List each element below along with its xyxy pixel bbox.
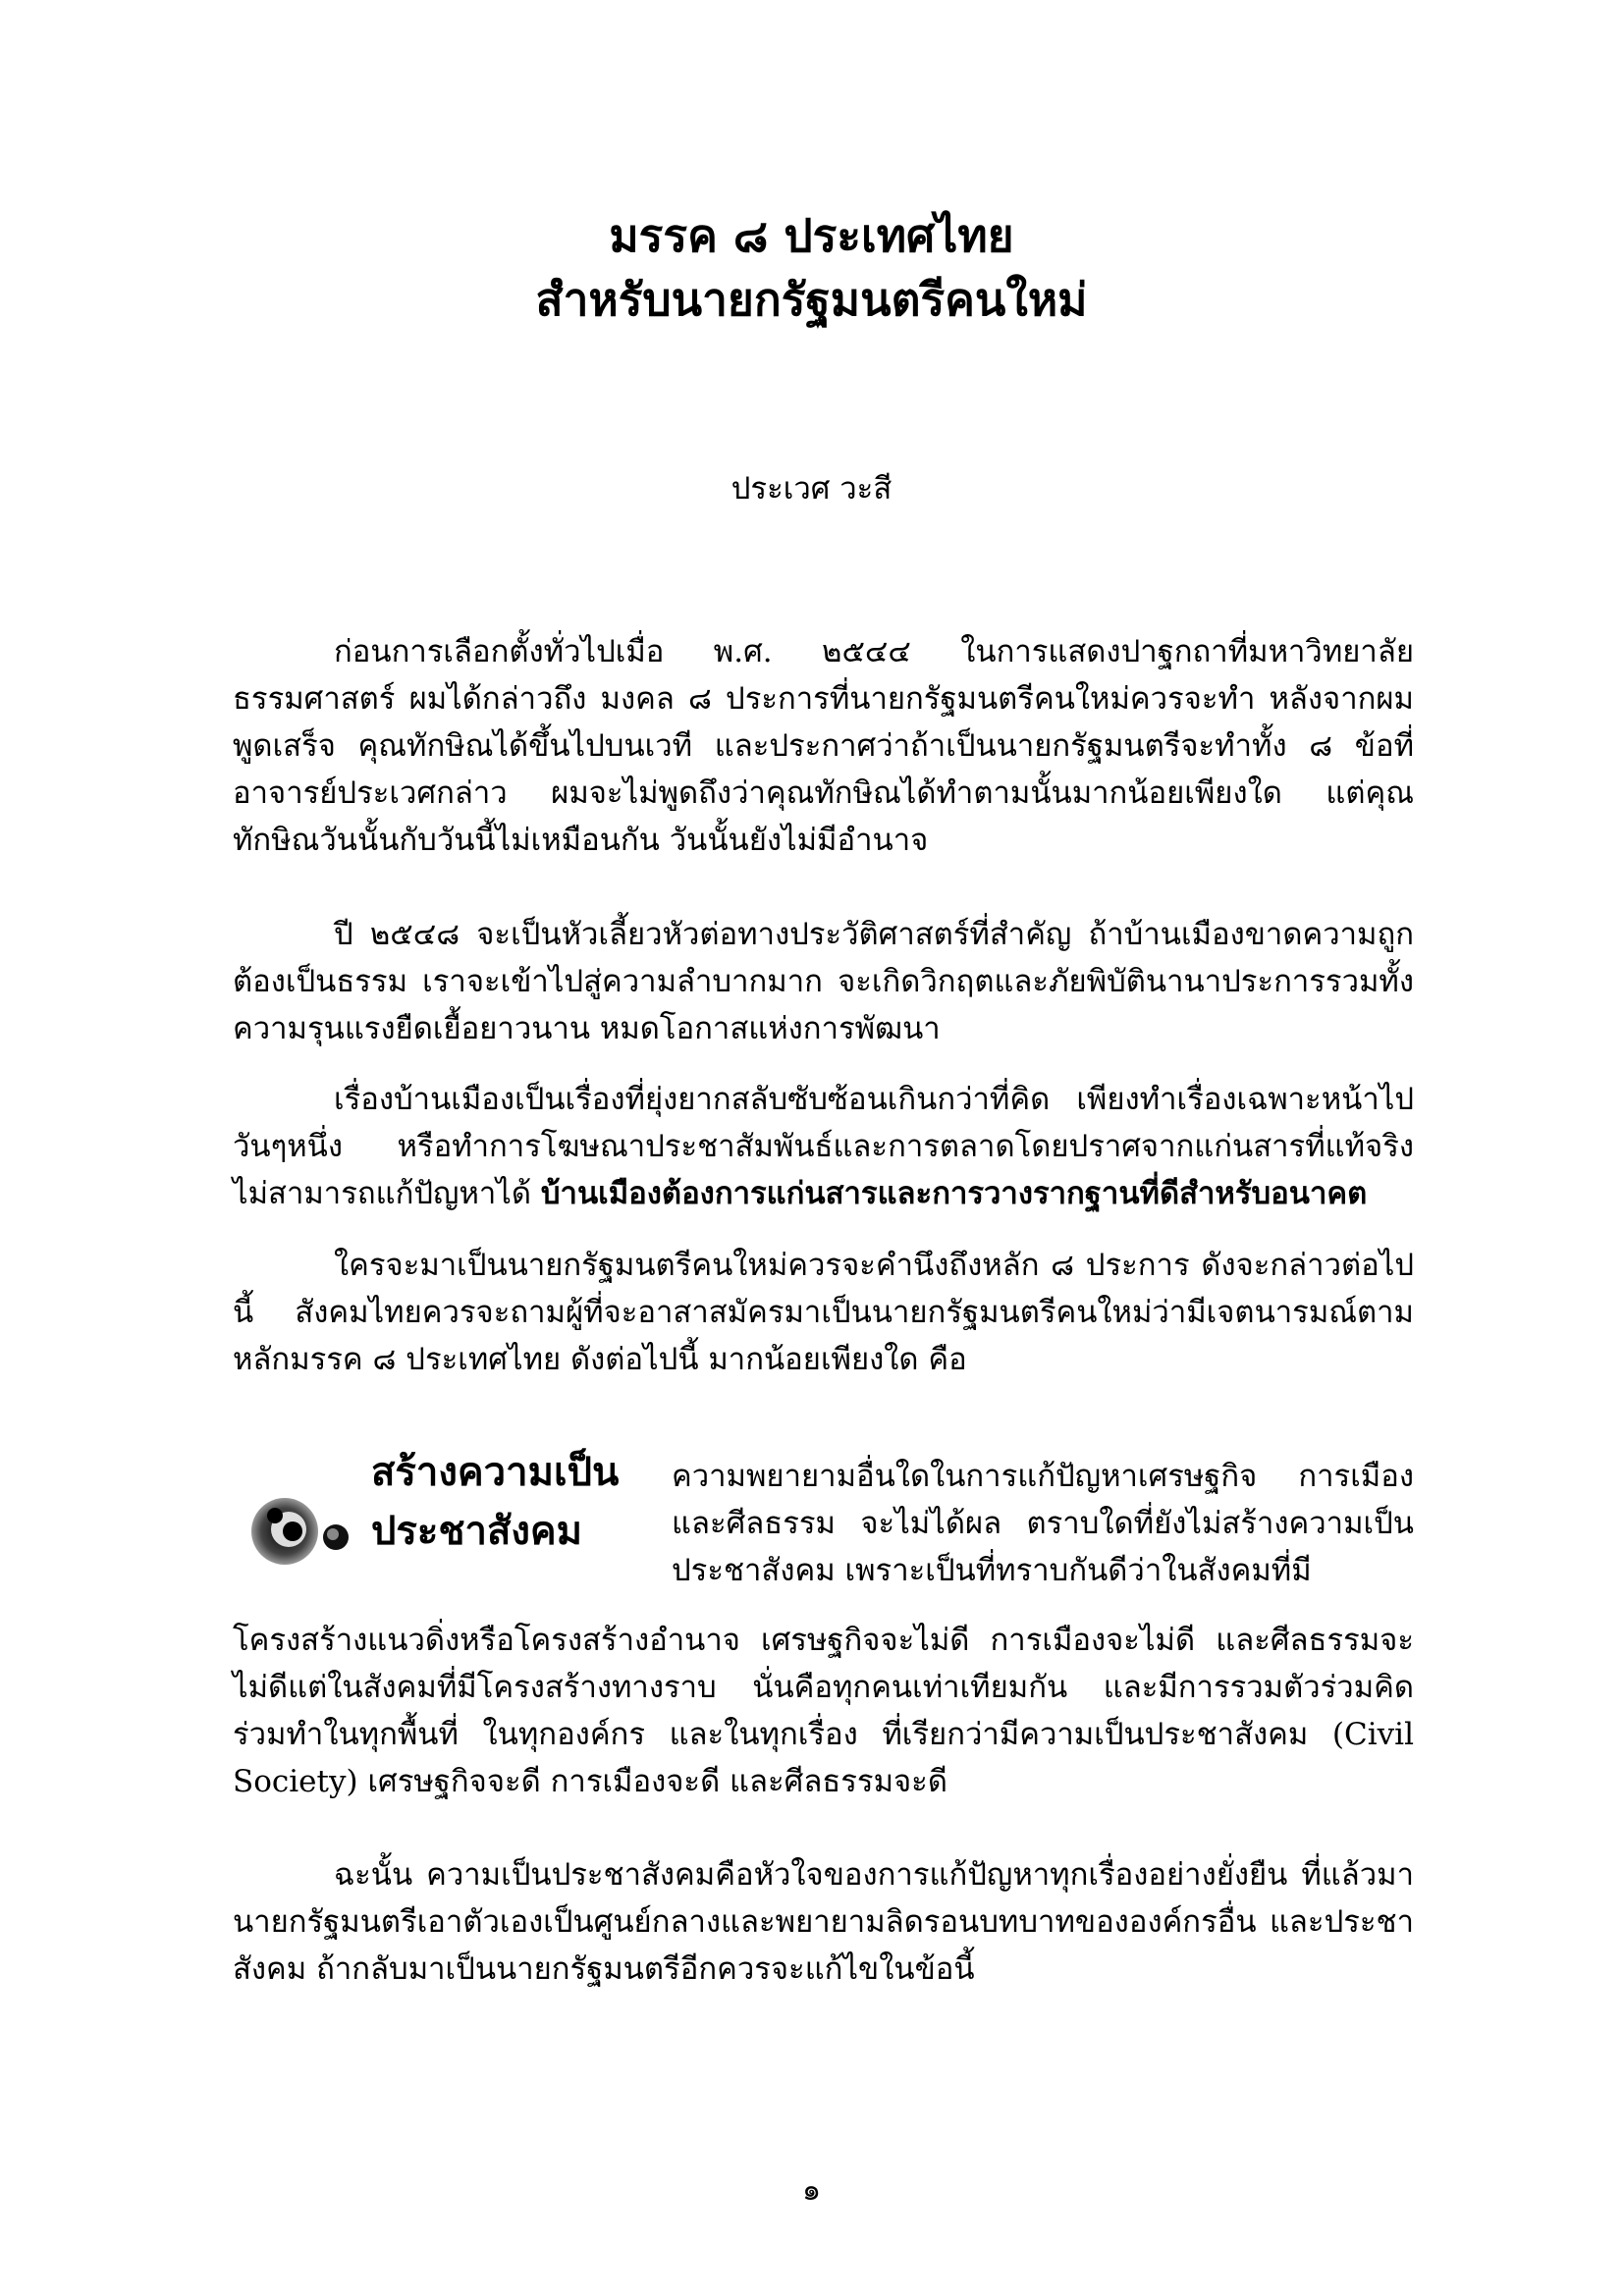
author-name: ประเวศ วะสี (730, 471, 893, 507)
paragraph-3-bold-text: บ้านเมืองต้องการแก่นสารและการวางรากฐานที่ดีสำหรับอนาคต (540, 1176, 1368, 1211)
section-1-heading-line-2: ประชาสังคม (371, 1509, 583, 1554)
paragraph-1: ก่อนการเลือกตั้งทั่วไปเมื่อ พ.ศ. ๒๕๔๔ ในการแสดงปาฐกถาที่มหาวิทยาลัยธรรมศาสตร์ ผมได้กล่าวถึง มงคล ๘ ประการที่นายกรัฐมนตรีคนใหม่ควรจะทำ หลังจากผมพูดเสร็จ คุณทักษิณได้ขึ้นไปบนเวที และประกาศว่าถ้าเป็นนายกรัฐมนตรีจะทำทั้ง ๘ ข้อที่อาจารย์ประเวศกล่าว ผมจะไม่พูดถึงว่าคุณทักษิณได้ทำตามนั้นมากน้อยเพียงใด แต่คุณทักษิณวันนั้นกับวันนี้ไม่เหมือนกัน วันนั้นยังไม่มีอำนาจ (233, 634, 1414, 858)
paragraph-6: ฉะนั้น ความเป็นประชาสังคมคือหัวใจของการแก้ปัญหาทุกเรื่องอย่างยั่งยืน ที่แล้วมานายกรัฐมนตรีเอาตัวเองเป็นศูนย์กลางและพยายามลิดรอนบทบาทขององค์กรอื่น และประชาสังคม ถ้ากลับมาเป็นนายกรัฐมนตรีอีกควรจะแก้ไขในข้อนี้ (233, 1857, 1414, 1987)
section-1-heading (371, 1443, 646, 1561)
section-1-heading-line-1: สร้างความเป็น (371, 1450, 620, 1495)
paragraph-2: ปี ๒๕๔๘ จะเป็นหัวเลี้ยวหัวต่อทางประวัติศาสตร์ที่สำคัญ ถ้าบ้านเมืองขาดความถูกต้องเป็นธรรม เราจะเข้าไปสู่ความลำบากมาก จะเกิดวิกฤตและภัยพิบัตินานาประการรวมทั้งความรุนแรงยืดเยื้อยาวนาน หมดโอกาสแห่งการพัฒนา (233, 917, 1414, 1046)
section-1-side-text: ความพยายามอื่นใดในการแก้ปัญหาเศรษฐกิจ การเมือง และศีลธรรม จะไม่ได้ผล ตราบใดที่ยังไม่สร้างความเป็นประชาสังคม เพราะเป็นที่ทราบกันดีว่าในสังคมที่มี (672, 1459, 1414, 1588)
page-number: ๑ (801, 2173, 822, 2208)
paragraph-5: โครงสร้างแนวดิ่งหรือโครงสร้างอำนาจ เศรษฐกิจจะไม่ดี การเมืองจะไม่ดี และศีลธรรมจะไม่ดีแต่ในสังคมที่มีโครงสร้างทางราบ นั่นคือทุกคนเท่าเทียมกัน และมีการรวมตัวร่วมคิดร่วมทำในทุกพื้นที่ ในทุกองค์กร และในทุกเรื่อง ที่เรียกว่ามีความเป็นประชาสังคม (Civil Society) เศรษฐกิจจะดี การเมืองจะดี และศีลธรรมจะดี (233, 1623, 1414, 1799)
paragraph-3 (233, 1076, 1414, 1217)
document-title-line-1: มรรค ๘ ประเทศไทย (609, 209, 1014, 262)
section-number-text: ๑ (245, 1482, 246, 1483)
section-number-emblem (245, 1482, 371, 1571)
document-title-line-2: สำหรับนายกรัฐมนตรีคนใหม่ (535, 273, 1088, 326)
paragraph-4: ใครจะมาเป็นนายกรัฐมนตรีคนใหม่ควรจะคำนึงถึงหลัก ๘ ประการ ดังจะกล่าวต่อไปนี้ สังคมไทยควรจะถามผู้ที่จะอาสาสมัครมาเป็นนายกรัฐมนตรีคนใหม่ว่ามีเจตนารมณ์ตามหลักมรรค ๘ ประเทศไทย ดังต่อไปนี้ มากน้อยเพียงใด คือ (233, 1248, 1414, 1377)
paragraph-3-text: เรื่องบ้านเมืองเป็นเรื่องที่ยุ่งยากสลับซับซ้อนเกินกว่าที่คิด เพียงทำเรื่องเฉพาะหน้าไปวันๆหนึ่ง หรือทำการโฆษณาประชาสัมพันธ์และการตลาดโดยปราศจากแก่นสารที่แท้จริง ไม่สามารถแก้ปัญหาได้ (233, 1082, 1414, 1211)
